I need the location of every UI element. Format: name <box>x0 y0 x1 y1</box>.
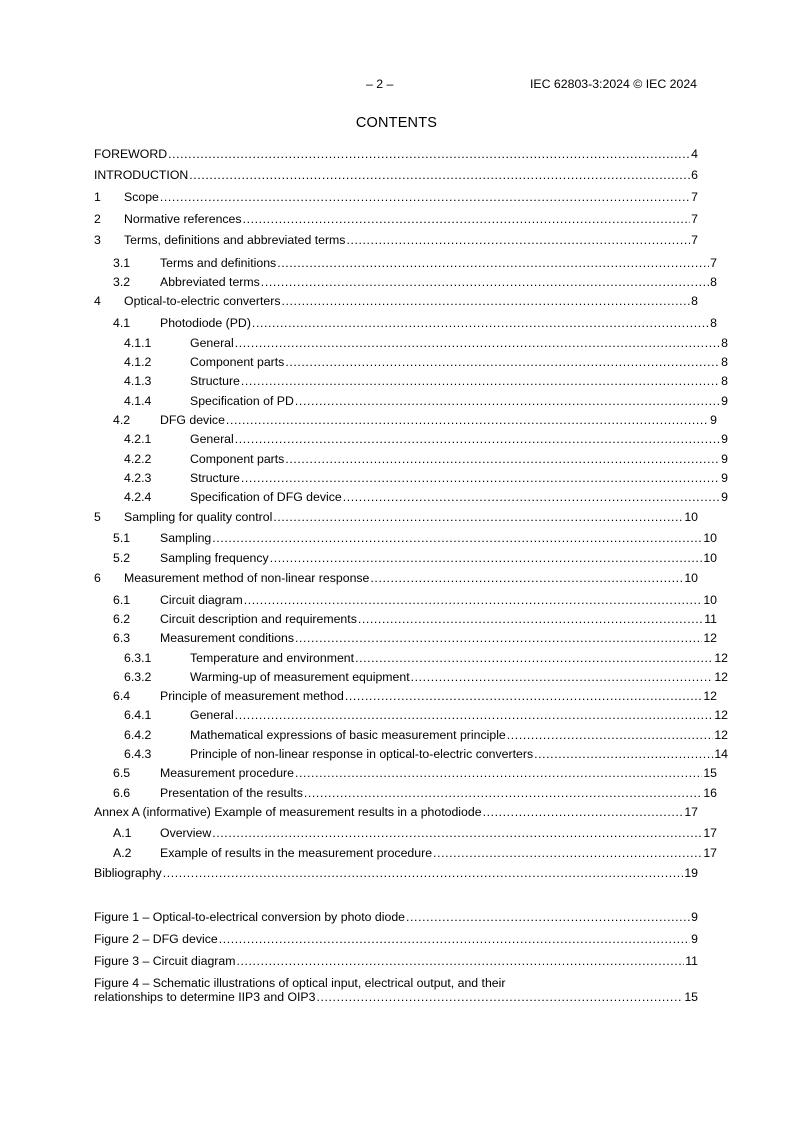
dot-leader <box>345 689 702 703</box>
dot-leader <box>212 531 702 545</box>
toc-entry-number: 6.4 <box>113 689 131 703</box>
dot-leader <box>406 910 690 924</box>
toc-entry-label: Measurement procedure <box>160 766 294 780</box>
dot-leader <box>236 954 684 968</box>
dot-leader <box>346 233 690 247</box>
toc-entry-page: 10 <box>703 531 717 545</box>
toc-entry[interactable] <box>94 866 698 880</box>
dot-leader <box>241 471 720 485</box>
toc-entry[interactable] <box>94 168 698 182</box>
figure-entry-label: Figure 2 – DFG device <box>94 932 218 946</box>
toc-entry-label: DFG device <box>160 413 225 427</box>
toc-entry-page: 8 <box>710 275 717 289</box>
dot-leader <box>243 212 691 226</box>
toc-entry-number: 4.2.4 <box>124 490 152 504</box>
toc-entry-page: 9 <box>721 452 728 466</box>
toc-entry-number: 6.4.1 <box>124 708 152 722</box>
toc-entry[interactable] <box>94 551 717 565</box>
dot-leader <box>411 670 714 684</box>
toc-entry-number: 4.1.4 <box>124 394 152 408</box>
toc-entry-page: 6 <box>691 168 698 182</box>
dot-leader <box>226 413 709 427</box>
toc-entry[interactable] <box>94 316 717 330</box>
toc-entry-label: INTRODUCTION <box>94 168 189 182</box>
toc-entry-number: 6 <box>94 571 101 585</box>
toc-entry[interactable] <box>94 708 728 722</box>
toc-entry-number: A.2 <box>113 846 132 860</box>
toc-entry[interactable] <box>94 394 728 408</box>
toc-entry[interactable] <box>94 689 717 703</box>
toc-entry-page: 4 <box>691 147 698 161</box>
toc-entry-number: 4 <box>94 294 101 308</box>
toc-entry[interactable] <box>94 510 698 524</box>
dot-leader <box>235 432 720 446</box>
toc-entry-label: Sampling for quality control <box>124 510 273 524</box>
toc-entry-number: 6.5 <box>113 766 131 780</box>
figure-entry[interactable] <box>94 910 698 924</box>
toc-entry[interactable] <box>94 766 717 780</box>
toc-entry-page: 9 <box>721 471 728 485</box>
toc-entry-label: Mathematical expressions of basic measurement principle <box>190 728 506 742</box>
toc-entry-label: General <box>190 336 234 350</box>
toc-entry-page: 8 <box>721 336 728 350</box>
toc-entry-label: Abbreviated terms <box>160 275 260 289</box>
toc-entry[interactable] <box>94 147 698 161</box>
toc-entry-page: 7 <box>691 212 698 226</box>
toc-entry[interactable] <box>94 786 717 800</box>
dot-leader <box>295 766 702 780</box>
toc-entry-number: 4.1.3 <box>124 374 152 388</box>
toc-entry[interactable] <box>94 612 717 626</box>
toc-entry[interactable] <box>94 747 728 761</box>
dot-leader <box>241 374 720 388</box>
dot-leader <box>244 593 703 607</box>
figure-entry-page: 9 <box>691 932 698 946</box>
toc-entry[interactable] <box>94 728 728 742</box>
toc-entry-label: Warming-up of measurement equipment <box>190 670 410 684</box>
toc-entry-page: 8 <box>721 355 728 369</box>
toc-entry[interactable] <box>94 190 698 204</box>
toc-entry-number: 4.2.3 <box>124 471 152 485</box>
toc-entry-label: FOREWORD <box>94 147 168 161</box>
dot-leader <box>483 805 684 819</box>
toc-entry-number: 6.4.2 <box>124 728 152 742</box>
dot-leader <box>534 747 713 761</box>
toc-entry-number: 3.2 <box>113 275 131 289</box>
toc-entry-number: 6.3 <box>113 631 131 645</box>
toc-entry-number: 5 <box>94 510 101 524</box>
toc-entry-label: Structure <box>190 471 240 485</box>
toc-entry-page: 10 <box>703 593 717 607</box>
page-title: CONTENTS <box>355 115 438 131</box>
toc-entry-number: 2 <box>94 212 101 226</box>
dot-leader <box>304 786 702 800</box>
toc-entry-label: Photodiode (PD) <box>160 316 251 330</box>
toc-entry-label: Sampling <box>160 531 212 545</box>
toc-entry-number: 6.1 <box>113 593 131 607</box>
dot-leader <box>433 846 702 860</box>
toc-entry[interactable] <box>94 593 717 607</box>
toc-entry-label: Measurement method of non-linear response <box>124 571 370 585</box>
toc-entry[interactable] <box>94 571 698 585</box>
toc-entry-number: 5.2 <box>113 551 131 565</box>
toc-entry-page: 12 <box>714 708 728 722</box>
toc-entry-page: 8 <box>691 294 698 308</box>
dot-leader <box>358 612 703 626</box>
toc-entry-page: 11 <box>704 612 717 626</box>
figure-entry[interactable] <box>94 954 698 968</box>
toc-entry-number: 4.2 <box>113 413 131 427</box>
toc-entry-label: Annex A (informative) Example of measurement results in a photodiode <box>94 805 482 819</box>
toc-entry-number: 6.4.3 <box>124 747 152 761</box>
toc-entry-number: 3 <box>94 233 101 247</box>
toc-entry[interactable] <box>94 651 728 665</box>
dot-leader <box>316 990 683 1004</box>
toc-entry[interactable] <box>94 233 698 247</box>
dot-leader <box>343 490 720 504</box>
toc-entry-page: 9 <box>721 432 728 446</box>
dot-leader <box>282 294 691 308</box>
toc-entry[interactable] <box>94 826 717 840</box>
toc-entry[interactable] <box>94 490 728 504</box>
toc-entry-page: 12 <box>703 631 717 645</box>
toc-entry-page: 16 <box>703 786 717 800</box>
toc-entry-page: 12 <box>714 670 728 684</box>
toc-entry-label: Circuit diagram <box>160 593 243 607</box>
figure-entry-label: Figure 3 – Circuit diagram <box>94 954 236 968</box>
toc-entry-label: Component parts <box>190 452 285 466</box>
toc-entry[interactable] <box>94 294 698 308</box>
toc-entry-number: 5.1 <box>113 531 131 545</box>
dot-leader <box>295 631 702 645</box>
toc-entry-label: Example of results in the measurement procedure <box>160 846 433 860</box>
toc-entry[interactable] <box>94 805 698 819</box>
toc-entry-label: Component parts <box>190 355 285 369</box>
dot-leader <box>160 190 690 204</box>
dot-leader <box>219 932 690 946</box>
toc-entry-label: Principle of non-linear response in optical-to-electric converters <box>190 747 534 761</box>
toc-entry-page: 9 <box>721 490 728 504</box>
dot-leader <box>212 826 702 840</box>
toc-entry-label: Measurement conditions <box>160 631 294 645</box>
toc-entry-page: 17 <box>703 826 717 840</box>
toc-entry[interactable] <box>94 374 728 388</box>
toc-entry-label: Scope <box>124 190 159 204</box>
toc-entry-number: 3.1 <box>113 256 131 270</box>
toc-entry-label: Specification of PD <box>190 394 294 408</box>
toc-entry-label: Specification of DFG device <box>190 490 342 504</box>
dot-leader <box>189 168 690 182</box>
toc-entry-number: 6.3.2 <box>124 670 152 684</box>
figure-entry-page: 15 <box>684 990 698 1004</box>
toc-entry-label: Circuit description and requirements <box>160 612 357 626</box>
toc-entry-label: Optical-to-electric converters <box>124 294 281 308</box>
toc-entry-page: 12 <box>714 728 728 742</box>
toc-entry-label: General <box>190 708 234 722</box>
figure-entry-label: Figure 4 – Schematic illustrations of optical input, electrical output, and their <box>94 976 506 990</box>
figure-entry-label-continued: relationships to determine IIP3 and OIP3 <box>94 990 316 1004</box>
toc-entry[interactable] <box>94 355 728 369</box>
toc-entry-label: Normative references <box>124 212 242 226</box>
toc-entry-number: A.1 <box>113 826 132 840</box>
toc-entry-page: 7 <box>710 256 717 270</box>
toc-entry-page: 7 <box>691 190 698 204</box>
toc-entry-page: 12 <box>714 651 728 665</box>
toc-entry-label: Principle of measurement method <box>160 689 344 703</box>
toc-entry-page: 17 <box>684 805 698 819</box>
toc-entry-page: 9 <box>721 394 728 408</box>
figure-entry-page: 11 <box>685 954 698 968</box>
toc-entry-page: 19 <box>684 866 698 880</box>
toc-entry-number: 4.1.1 <box>124 336 152 350</box>
dot-leader <box>370 571 683 585</box>
page-number: – 2 – <box>366 77 394 91</box>
dot-leader <box>235 336 720 350</box>
toc-entry-number: 6.2 <box>113 612 131 626</box>
toc-entry-number: 4.2.2 <box>124 452 152 466</box>
toc-entry-page: 14 <box>714 747 728 761</box>
toc-entry-label: Temperature and environment <box>190 651 355 665</box>
toc-entry-label: Bibliography <box>94 866 162 880</box>
toc-entry-label: Sampling frequency <box>160 551 269 565</box>
standard-reference: IEC 62803-3:2024 © IEC 2024 <box>530 77 697 91</box>
toc-entry[interactable] <box>94 275 717 289</box>
toc-entry-label: Overview <box>160 826 212 840</box>
toc-entry-page: 12 <box>703 689 717 703</box>
dot-leader <box>270 551 703 565</box>
toc-entry[interactable] <box>94 531 717 545</box>
toc-entry-label: Structure <box>190 374 240 388</box>
toc-entry[interactable] <box>94 471 728 485</box>
toc-entry-page: 10 <box>684 510 698 524</box>
toc-entry-label: Terms, definitions and abbreviated terms <box>124 233 346 247</box>
figure-entry-label: Figure 1 – Optical-to-electrical conversion by photo diode <box>94 910 406 924</box>
toc-entry[interactable] <box>94 212 698 226</box>
toc-entry[interactable] <box>94 336 728 350</box>
toc-entry-label: Terms and definitions <box>160 256 277 270</box>
toc-entry[interactable] <box>94 432 728 446</box>
toc-entry-page: 8 <box>710 316 717 330</box>
toc-entry-number: 4.2.1 <box>124 432 152 446</box>
dot-leader <box>507 728 714 742</box>
toc-entry-label: General <box>190 432 234 446</box>
toc-entry-page: 10 <box>684 571 698 585</box>
dot-leader <box>261 275 709 289</box>
figure-entry-page: 9 <box>691 910 698 924</box>
dot-leader <box>285 452 720 466</box>
toc-entry[interactable] <box>94 631 717 645</box>
figure-entry[interactable] <box>94 932 698 946</box>
toc-entry-page: 15 <box>703 766 717 780</box>
toc-entry[interactable] <box>94 413 717 427</box>
toc-entry-page: 17 <box>703 846 717 860</box>
dot-leader <box>273 510 683 524</box>
toc-entry-number: 1 <box>94 190 101 204</box>
toc-entry-number: 4.1 <box>113 316 131 330</box>
dot-leader <box>163 866 684 880</box>
toc-entry[interactable] <box>94 846 717 860</box>
toc-entry-number: 6.3.1 <box>124 651 152 665</box>
toc-entry-number: 6.6 <box>113 786 131 800</box>
toc-entry[interactable] <box>94 452 728 466</box>
toc-entry[interactable] <box>94 670 728 684</box>
dot-leader <box>295 394 720 408</box>
toc-entry-page: 10 <box>703 551 717 565</box>
toc-entry[interactable] <box>94 256 717 270</box>
toc-entry-page: 9 <box>710 413 717 427</box>
toc-entry-page: 8 <box>721 374 728 388</box>
dot-leader <box>235 708 714 722</box>
dot-leader <box>168 147 690 161</box>
toc-entry-label: Presentation of the results <box>160 786 303 800</box>
toc-entry-number: 4.1.2 <box>124 355 152 369</box>
dot-leader <box>355 651 713 665</box>
dot-leader <box>252 316 709 330</box>
toc-entry-page: 7 <box>691 233 698 247</box>
dot-leader <box>277 256 709 270</box>
dot-leader <box>285 355 720 369</box>
figure-entry[interactable] <box>94 976 698 1004</box>
